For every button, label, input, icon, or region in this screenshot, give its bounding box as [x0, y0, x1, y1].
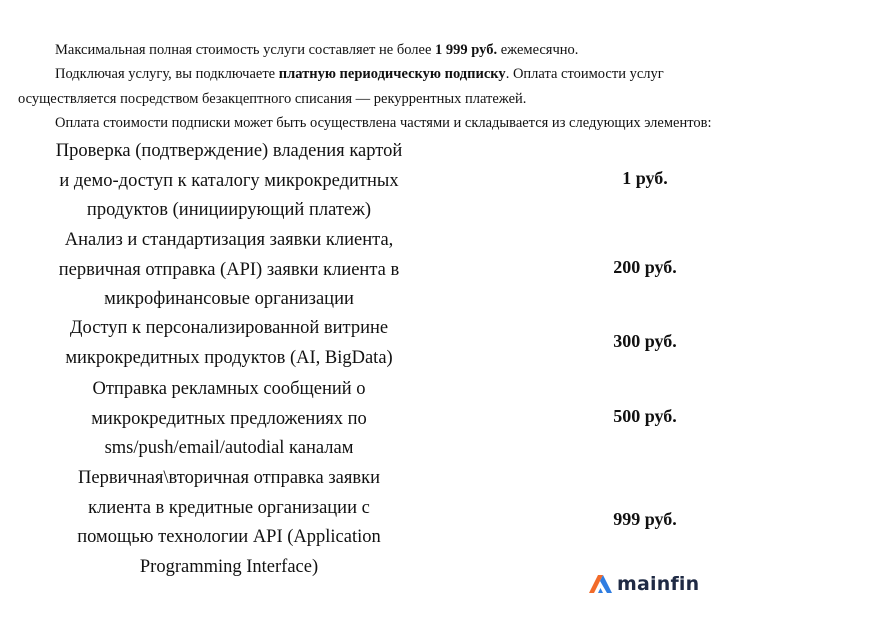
description-line: Первичная\вторичная отправка заявки [78, 468, 380, 488]
description-line: помощью технологии API (Application [77, 527, 381, 547]
description-line: Проверка (подтверждение) владения картой [55, 141, 403, 161]
description-line: продуктов (инициирующий платеж) [86, 200, 372, 220]
description-line: sms/push/email/autodial каналам [104, 438, 354, 458]
price-row-description [20, 314, 438, 373]
max-cost-text: Максимальная полная стоимость услуги составляет не более [55, 42, 436, 58]
mainfin-logo [589, 574, 699, 594]
description-line: первичная отправка (API) заявки клиента в [58, 259, 400, 280]
max-cost-paragraph [55, 40, 578, 61]
description-line: микрокредитных предложениях по [91, 408, 367, 429]
description-line: Доступ к персонализированной витрине [69, 318, 389, 338]
description-line: и демо-доступ к каталогу микрокредитных [59, 170, 399, 191]
subscription-paragraph [55, 64, 664, 85]
description-line: клиента в кредитные организации с [88, 497, 370, 518]
description-line: Programming Interface) [139, 556, 319, 577]
description-line: Отправка рекламных сообщений о [92, 379, 366, 399]
price-row-description [20, 137, 438, 226]
subscription-text-after: . Оплата стоимости услуг [505, 66, 664, 82]
price-row-description [20, 226, 438, 315]
price-row-amount: 500 руб. [613, 406, 677, 426]
price-row-amount: 300 руб. [613, 331, 677, 351]
price-row-amount: 999 руб. [613, 509, 677, 529]
max-cost-amount: 1 999 руб. [435, 42, 498, 58]
price-row-amount: 1 руб. [622, 168, 668, 188]
price-row-description [20, 464, 438, 582]
description-line: Анализ и стандартизация заявки клиента, [64, 230, 394, 250]
description-line: микрокредитных продуктов (AI, BigData) [65, 347, 393, 368]
logo-text: mainfin [617, 573, 700, 595]
description-line: микрофинансовые организации [104, 289, 354, 309]
subscription-paragraph-continued: осуществляется посредством безакцептного списания — рекуррентных платежей. [18, 91, 527, 107]
subscription-emphasis: платную периодическую подписку [278, 66, 506, 82]
mainfin-logo-mark-icon [589, 575, 615, 593]
subscription-text: Подключая услугу, вы подключаете [55, 66, 279, 82]
payment-parts-paragraph: Оплата стоимости подписки может быть осуществлена частями и складывается из следующих элементов: [55, 115, 712, 131]
max-cost-period: ежемесячно. [497, 42, 579, 58]
price-row-description [20, 375, 438, 464]
price-row-amount: 200 руб. [613, 257, 677, 277]
